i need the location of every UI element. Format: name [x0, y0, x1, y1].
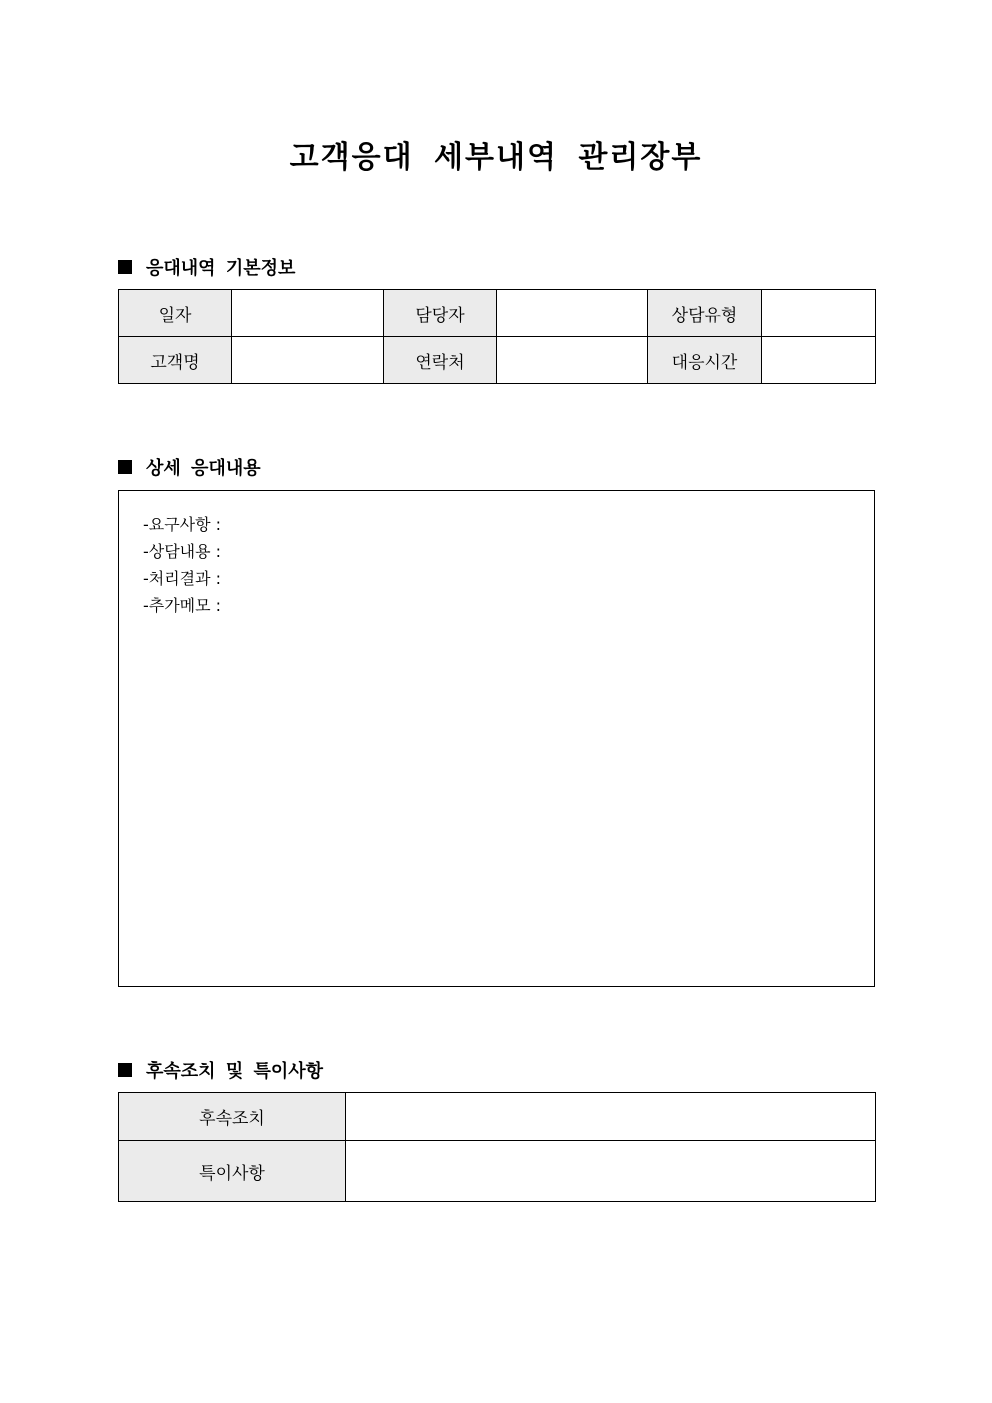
square-bullet-icon — [118, 260, 132, 274]
consult-type-label: 상담유형 — [648, 290, 762, 337]
followup-heading-text: 후속조치 및 특이사항 — [146, 1061, 324, 1082]
response-time-label: 대응시간 — [648, 337, 762, 384]
square-bullet-icon — [118, 1063, 132, 1077]
date-field[interactable] — [232, 290, 384, 337]
basic-info-table — [118, 289, 876, 384]
requirements-line: -요구사항 : — [143, 515, 222, 534]
table-row — [119, 337, 876, 384]
followup-action-field[interactable] — [346, 1093, 876, 1141]
followup-action-label: 후속조치 — [119, 1093, 346, 1141]
contact-field[interactable] — [497, 337, 648, 384]
square-bullet-icon — [118, 460, 132, 474]
customer-name-field[interactable] — [232, 337, 384, 384]
consult-type-field[interactable] — [762, 290, 876, 337]
details-box[interactable] — [118, 490, 875, 987]
result-line: -처리결과 : — [143, 569, 222, 588]
table-row — [119, 290, 876, 337]
special-notes-field[interactable] — [346, 1141, 876, 1202]
followup-heading — [118, 1057, 323, 1083]
table-row — [119, 1093, 876, 1141]
memo-line: -추가메모 : — [143, 596, 222, 615]
table-row — [119, 1141, 876, 1202]
contact-label: 연락처 — [384, 337, 497, 384]
agent-field[interactable] — [497, 290, 648, 337]
special-notes-label: 특이사항 — [119, 1141, 346, 1202]
followup-table — [118, 1092, 876, 1202]
details-heading — [118, 454, 261, 480]
details-lines — [143, 511, 221, 619]
agent-label: 담당자 — [384, 290, 497, 337]
basic-info-heading — [118, 254, 295, 280]
date-label: 일자 — [119, 290, 232, 337]
customer-name-label: 고객명 — [119, 337, 232, 384]
basic-info-heading-text: 응대내역 기본정보 — [146, 258, 296, 279]
details-heading-text: 상세 응대내용 — [146, 458, 261, 479]
consultation-line: -상담내용 : — [143, 542, 222, 561]
document-title: 고객응대 세부내역 관리장부 — [289, 140, 703, 175]
response-time-field[interactable] — [762, 337, 876, 384]
